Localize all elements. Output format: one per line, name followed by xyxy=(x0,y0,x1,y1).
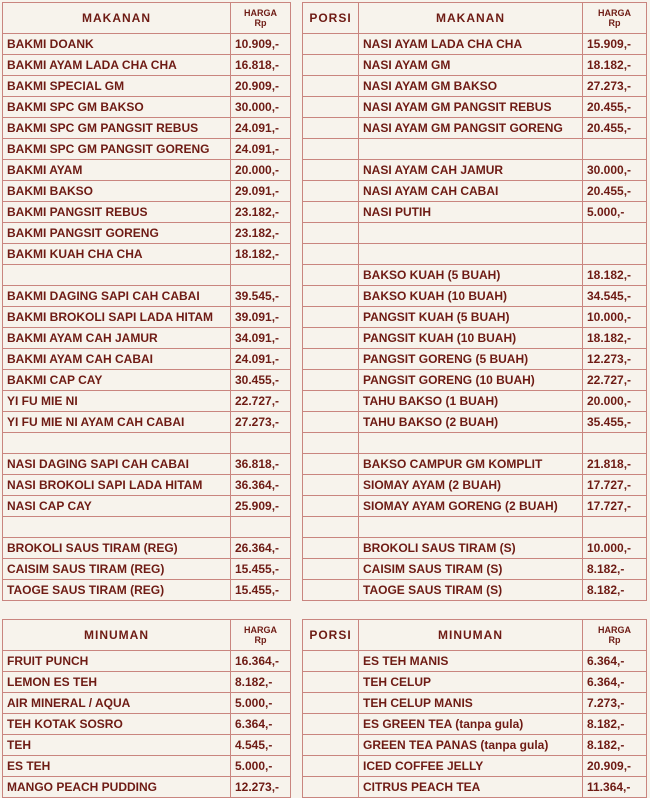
item-price xyxy=(583,517,647,538)
menu-row xyxy=(303,454,647,475)
item-price xyxy=(583,223,647,244)
item-name: TEH KOTAK SOSRO xyxy=(3,714,231,735)
item-name xyxy=(359,517,583,538)
item-price: 17.727,- xyxy=(583,496,647,517)
porsi-cell xyxy=(303,412,359,433)
menu-row xyxy=(3,307,291,328)
harga-label: HARGA xyxy=(598,625,631,635)
porsi-cell xyxy=(303,202,359,223)
item-name xyxy=(3,517,231,538)
menu-row xyxy=(3,517,291,538)
item-price xyxy=(231,265,291,286)
item-price: 5.000,- xyxy=(231,693,291,714)
item-price: 15.909,- xyxy=(583,34,647,55)
item-price xyxy=(231,433,291,454)
item-name: ES TEH xyxy=(3,756,231,777)
item-price: 22.727,- xyxy=(583,370,647,391)
menu-row xyxy=(3,181,291,202)
porsi-cell xyxy=(303,139,359,160)
drinks-list-right xyxy=(303,651,647,798)
item-name: NASI AYAM GM PANGSIT GORENG xyxy=(359,118,583,139)
menu-row xyxy=(3,735,291,756)
porsi-cell xyxy=(303,538,359,559)
item-name: TAHU BAKSO (1 BUAH) xyxy=(359,391,583,412)
item-name xyxy=(3,433,231,454)
menu-row xyxy=(303,714,647,735)
menu-row xyxy=(303,693,647,714)
item-price: 20.455,- xyxy=(583,118,647,139)
porsi-cell xyxy=(303,181,359,202)
item-name: BAKMI SPC GM PANGSIT GORENG xyxy=(3,139,231,160)
item-price: 18.182,- xyxy=(583,328,647,349)
harga-header xyxy=(583,3,647,34)
item-price: 20.909,- xyxy=(583,756,647,777)
menu-row xyxy=(3,97,291,118)
porsi-cell xyxy=(303,55,359,76)
harga-label: HARGA xyxy=(598,8,631,18)
item-price: 39.091,- xyxy=(231,307,291,328)
menu-row xyxy=(303,517,647,538)
item-price: 20.909,- xyxy=(231,76,291,97)
item-name: BAKMI PANGSIT GORENG xyxy=(3,223,231,244)
item-name: NASI AYAM GM xyxy=(359,55,583,76)
menu-row xyxy=(3,580,291,601)
menu-row xyxy=(3,160,291,181)
item-price xyxy=(583,139,647,160)
menu-row xyxy=(3,55,291,76)
item-price: 24.091,- xyxy=(231,118,291,139)
menu-row xyxy=(3,223,291,244)
rp-label: Rp xyxy=(254,635,267,645)
item-price: 5.000,- xyxy=(231,756,291,777)
item-price: 24.091,- xyxy=(231,349,291,370)
item-price: 21.818,- xyxy=(583,454,647,475)
item-name: ES GREEN TEA (tanpa gula) xyxy=(359,714,583,735)
food-list-right xyxy=(303,34,647,601)
item-price: 29.091,- xyxy=(231,181,291,202)
item-name: BAKMI SPC GM PANGSIT REBUS xyxy=(3,118,231,139)
item-name: NASI AYAM CAH JAMUR xyxy=(359,160,583,181)
item-price: 12.273,- xyxy=(231,777,291,798)
menu-row xyxy=(303,307,647,328)
porsi-cell xyxy=(303,349,359,370)
menu-row xyxy=(303,496,647,517)
menu-row xyxy=(303,97,647,118)
item-price xyxy=(583,433,647,454)
item-price: 18.182,- xyxy=(583,265,647,286)
porsi-cell xyxy=(303,496,359,517)
menu-row xyxy=(303,412,647,433)
porsi-cell xyxy=(303,517,359,538)
harga-header xyxy=(583,620,647,651)
item-name: BAKMI AYAM LADA CHA CHA xyxy=(3,55,231,76)
item-name xyxy=(3,265,231,286)
item-name: NASI BROKOLI SAPI LADA HITAM xyxy=(3,475,231,496)
porsi-cell xyxy=(303,328,359,349)
harga-label: HARGA xyxy=(244,625,277,635)
item-price: 25.909,- xyxy=(231,496,291,517)
menu-row xyxy=(303,244,647,265)
porsi-cell xyxy=(303,672,359,693)
item-name: TAOGE SAUS TIRAM (REG) xyxy=(3,580,231,601)
item-name: BAKSO KUAH (5 BUAH) xyxy=(359,265,583,286)
menu-row xyxy=(303,580,647,601)
item-price: 15.455,- xyxy=(231,559,291,580)
menu-row xyxy=(3,714,291,735)
menu-row xyxy=(3,475,291,496)
food-table-right xyxy=(302,2,647,601)
drinks-list-left xyxy=(3,651,291,798)
item-price: 11.364,- xyxy=(583,777,647,798)
porsi-cell xyxy=(303,34,359,55)
item-price: 18.182,- xyxy=(231,244,291,265)
item-price: 16.818,- xyxy=(231,55,291,76)
drinks-table-left xyxy=(2,619,291,798)
menu-row xyxy=(3,651,291,672)
menu-row xyxy=(303,286,647,307)
item-price: 8.182,- xyxy=(583,580,647,601)
menu-row xyxy=(3,265,291,286)
item-price: 22.727,- xyxy=(231,391,291,412)
menu-row xyxy=(303,328,647,349)
porsi-cell xyxy=(303,475,359,496)
item-name: NASI DAGING SAPI CAH CABAI xyxy=(3,454,231,475)
item-name: BAKMI DAGING SAPI CAH CABAI xyxy=(3,286,231,307)
porsi-cell xyxy=(303,454,359,475)
menu-row xyxy=(303,756,647,777)
item-price: 35.455,- xyxy=(583,412,647,433)
menu-row xyxy=(303,34,647,55)
item-name: TEH CELUP MANIS xyxy=(359,693,583,714)
menu-row xyxy=(3,34,291,55)
menu-row xyxy=(303,651,647,672)
item-price: 20.455,- xyxy=(583,181,647,202)
item-name: BAKMI AYAM CAH JAMUR xyxy=(3,328,231,349)
menu-row xyxy=(303,672,647,693)
item-name: CITRUS PEACH TEA xyxy=(359,777,583,798)
item-price: 10.909,- xyxy=(231,34,291,55)
porsi-cell xyxy=(303,580,359,601)
porsi-header: PORSI xyxy=(303,620,359,651)
item-name: TAHU BAKSO (2 BUAH) xyxy=(359,412,583,433)
item-price: 8.182,- xyxy=(231,672,291,693)
harga-label: HARGA xyxy=(244,8,277,18)
menu-row xyxy=(3,349,291,370)
makanan-header: MAKANAN xyxy=(3,3,231,34)
item-name xyxy=(359,223,583,244)
menu-row xyxy=(303,433,647,454)
porsi-header: PORSI xyxy=(303,3,359,34)
item-price: 20.455,- xyxy=(583,97,647,118)
item-price: 30.000,- xyxy=(231,97,291,118)
harga-header xyxy=(231,620,291,651)
porsi-cell xyxy=(303,286,359,307)
item-name: TEH CELUP xyxy=(359,672,583,693)
item-price: 20.000,- xyxy=(231,160,291,181)
item-price xyxy=(583,244,647,265)
item-name: BAKMI BAKSO xyxy=(3,181,231,202)
item-name: BAKMI BROKOLI SAPI LADA HITAM xyxy=(3,307,231,328)
makanan-header: MAKANAN xyxy=(359,3,583,34)
item-price: 23.182,- xyxy=(231,202,291,223)
menu-row xyxy=(303,349,647,370)
porsi-cell xyxy=(303,97,359,118)
item-name: BAKSO CAMPUR GM KOMPLIT xyxy=(359,454,583,475)
item-price: 36.364,- xyxy=(231,475,291,496)
item-name: TAOGE SAUS TIRAM (S) xyxy=(359,580,583,601)
item-price: 8.182,- xyxy=(583,735,647,756)
menu-row xyxy=(303,139,647,160)
item-price xyxy=(231,517,291,538)
menu-row xyxy=(3,286,291,307)
item-price: 8.182,- xyxy=(583,559,647,580)
menu-row xyxy=(3,496,291,517)
item-price: 6.364,- xyxy=(583,651,647,672)
menu-row xyxy=(3,391,291,412)
item-price: 30.000,- xyxy=(583,160,647,181)
item-price: 34.091,- xyxy=(231,328,291,349)
porsi-cell xyxy=(303,307,359,328)
item-price: 7.273,- xyxy=(583,693,647,714)
item-name: CAISIM SAUS TIRAM (REG) xyxy=(3,559,231,580)
item-name: BAKMI AYAM xyxy=(3,160,231,181)
item-name: LEMON ES TEH xyxy=(3,672,231,693)
item-price: 6.364,- xyxy=(583,672,647,693)
porsi-cell xyxy=(303,118,359,139)
minuman-header: MINUMAN xyxy=(359,620,583,651)
item-price: 4.545,- xyxy=(231,735,291,756)
menu-row xyxy=(3,370,291,391)
menu-row xyxy=(303,391,647,412)
item-price: 27.273,- xyxy=(231,412,291,433)
menu-row xyxy=(3,672,291,693)
item-price: 16.364,- xyxy=(231,651,291,672)
item-name: BAKMI SPC GM BAKSO xyxy=(3,97,231,118)
menu-row xyxy=(303,735,647,756)
item-name: PANGSIT KUAH (5 BUAH) xyxy=(359,307,583,328)
porsi-cell xyxy=(303,223,359,244)
porsi-cell xyxy=(303,756,359,777)
menu-row xyxy=(3,693,291,714)
item-name: NASI AYAM LADA CHA CHA xyxy=(359,34,583,55)
porsi-cell xyxy=(303,160,359,181)
food-list-left xyxy=(3,34,291,601)
food-table-left xyxy=(2,2,291,601)
porsi-cell xyxy=(303,777,359,798)
rp-label: Rp xyxy=(608,18,621,28)
item-name: ES TEH MANIS xyxy=(359,651,583,672)
item-price: 24.091,- xyxy=(231,139,291,160)
porsi-cell xyxy=(303,735,359,756)
menu-row xyxy=(3,777,291,798)
menu-row xyxy=(3,756,291,777)
item-price: 20.000,- xyxy=(583,391,647,412)
item-price: 27.273,- xyxy=(583,76,647,97)
porsi-cell xyxy=(303,370,359,391)
item-price: 5.000,- xyxy=(583,202,647,223)
rp-label: Rp xyxy=(608,635,621,645)
item-name: BAKMI SPECIAL GM xyxy=(3,76,231,97)
menu-row xyxy=(303,265,647,286)
item-price: 12.273,- xyxy=(583,349,647,370)
item-name: ICED COFFEE JELLY xyxy=(359,756,583,777)
menu-row xyxy=(303,475,647,496)
item-name: GREEN TEA PANAS (tanpa gula) xyxy=(359,735,583,756)
porsi-cell xyxy=(303,244,359,265)
porsi-cell xyxy=(303,265,359,286)
item-name: SIOMAY AYAM GORENG (2 BUAH) xyxy=(359,496,583,517)
menu-row xyxy=(3,559,291,580)
item-name: YI FU MIE NI AYAM CAH CABAI xyxy=(3,412,231,433)
menu-row xyxy=(303,370,647,391)
item-name xyxy=(359,139,583,160)
item-price: 26.364,- xyxy=(231,538,291,559)
menu-row xyxy=(303,118,647,139)
item-name: MANGO PEACH PUDDING xyxy=(3,777,231,798)
item-price: 23.182,- xyxy=(231,223,291,244)
menu-row xyxy=(3,244,291,265)
item-name: BROKOLI SAUS TIRAM (REG) xyxy=(3,538,231,559)
menu-row xyxy=(3,433,291,454)
item-name: CAISIM SAUS TIRAM (S) xyxy=(359,559,583,580)
menu-row xyxy=(303,538,647,559)
item-price: 39.545,- xyxy=(231,286,291,307)
item-name: YI FU MIE NI xyxy=(3,391,231,412)
item-name: NASI PUTIH xyxy=(359,202,583,223)
item-name: PANGSIT KUAH (10 BUAH) xyxy=(359,328,583,349)
porsi-cell xyxy=(303,693,359,714)
porsi-cell xyxy=(303,76,359,97)
minuman-header: MINUMAN xyxy=(3,620,231,651)
rp-label: Rp xyxy=(254,18,267,28)
item-name: BAKMI CAP CAY xyxy=(3,370,231,391)
porsi-cell xyxy=(303,651,359,672)
item-name: NASI AYAM GM BAKSO xyxy=(359,76,583,97)
item-name: BAKMI DOANK xyxy=(3,34,231,55)
menu-row xyxy=(3,328,291,349)
item-price: 6.364,- xyxy=(231,714,291,735)
menu-row xyxy=(3,139,291,160)
porsi-cell xyxy=(303,559,359,580)
menu-row xyxy=(303,559,647,580)
menu-row xyxy=(3,118,291,139)
menu-row xyxy=(303,76,647,97)
menu-row xyxy=(303,55,647,76)
item-name: FRUIT PUNCH xyxy=(3,651,231,672)
item-name: BAKMI KUAH CHA CHA xyxy=(3,244,231,265)
item-price: 15.455,- xyxy=(231,580,291,601)
menu-row xyxy=(3,412,291,433)
item-price: 8.182,- xyxy=(583,714,647,735)
item-price: 30.455,- xyxy=(231,370,291,391)
item-price: 10.000,- xyxy=(583,538,647,559)
porsi-cell xyxy=(303,433,359,454)
menu-row xyxy=(303,160,647,181)
item-name: TEH xyxy=(3,735,231,756)
menu-row xyxy=(303,777,647,798)
item-name xyxy=(359,244,583,265)
item-name: PANGSIT GORENG (5 BUAH) xyxy=(359,349,583,370)
item-name: SIOMAY AYAM (2 BUAH) xyxy=(359,475,583,496)
item-name: NASI AYAM GM PANGSIT REBUS xyxy=(359,97,583,118)
drinks-table-right xyxy=(302,619,647,798)
item-name: BROKOLI SAUS TIRAM (S) xyxy=(359,538,583,559)
item-price: 36.818,- xyxy=(231,454,291,475)
item-name: PANGSIT GORENG (10 BUAH) xyxy=(359,370,583,391)
harga-header xyxy=(231,3,291,34)
menu-row xyxy=(3,202,291,223)
item-price: 34.545,- xyxy=(583,286,647,307)
menu-row xyxy=(3,76,291,97)
item-name: BAKSO KUAH (10 BUAH) xyxy=(359,286,583,307)
item-price: 17.727,- xyxy=(583,475,647,496)
item-name: NASI AYAM CAH CABAI xyxy=(359,181,583,202)
item-name: BAKMI AYAM CAH CABAI xyxy=(3,349,231,370)
item-price: 10.000,- xyxy=(583,307,647,328)
item-name: NASI CAP CAY xyxy=(3,496,231,517)
item-name: AIR MINERAL / AQUA xyxy=(3,693,231,714)
menu-row xyxy=(303,223,647,244)
menu-row xyxy=(303,181,647,202)
item-name: BAKMI PANGSIT REBUS xyxy=(3,202,231,223)
item-name xyxy=(359,433,583,454)
item-price: 18.182,- xyxy=(583,55,647,76)
menu-row xyxy=(303,202,647,223)
porsi-cell xyxy=(303,391,359,412)
porsi-cell xyxy=(303,714,359,735)
menu-row xyxy=(3,454,291,475)
menu-row xyxy=(3,538,291,559)
